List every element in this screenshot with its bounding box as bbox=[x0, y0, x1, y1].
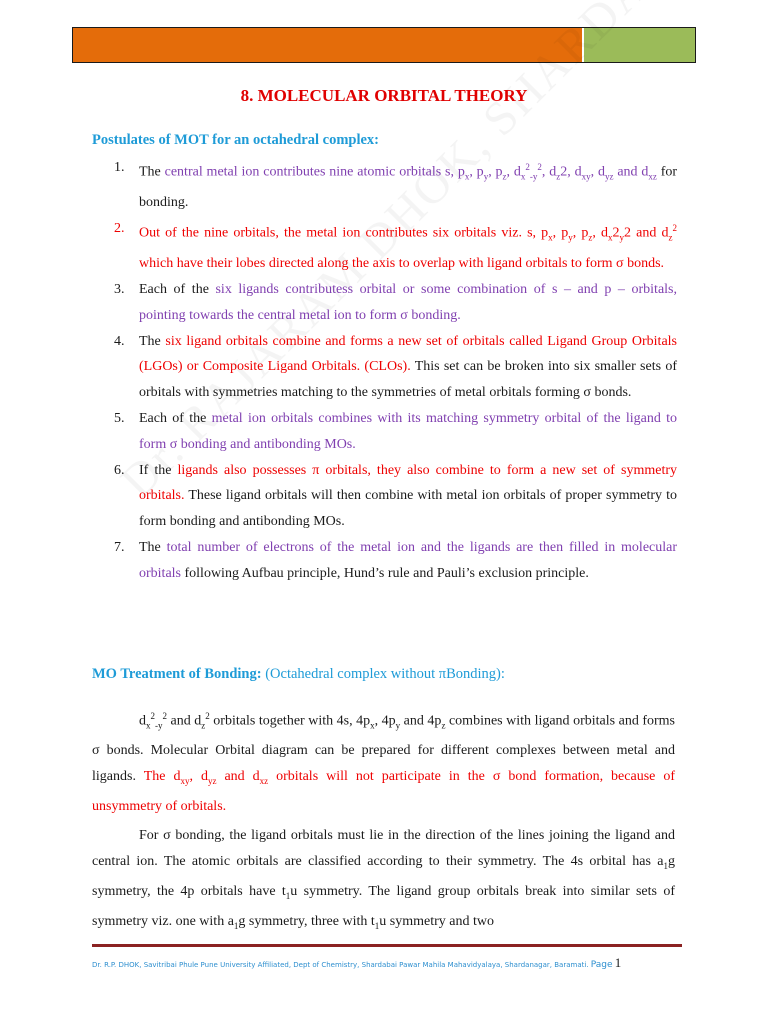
footer-page-number: 1 bbox=[614, 955, 622, 970]
text-run: yz bbox=[604, 171, 614, 182]
page-title: 8. MOLECULAR ORBITAL THEORY bbox=[240, 86, 528, 105]
text-run: for bonding. bbox=[139, 164, 678, 211]
postulate-number: 1. bbox=[114, 160, 125, 175]
text-run: , p bbox=[552, 225, 569, 241]
text-run: x bbox=[370, 720, 375, 731]
text-run: six ligand orbitals combine and forms a new set of orbitals called Ligand Group Orbitals (LGOs) or Composite Ligand Orbitals. (CLOs). bbox=[139, 333, 677, 375]
text-run: 2 bbox=[624, 225, 632, 241]
postulate-item bbox=[92, 277, 677, 329]
text-run: -y bbox=[529, 171, 538, 182]
postulates-list bbox=[92, 155, 677, 587]
text-run: 2 bbox=[162, 711, 167, 721]
text-run: 2 bbox=[205, 711, 210, 721]
text-run: 2 bbox=[672, 223, 677, 234]
text-run: 1 bbox=[663, 860, 668, 871]
text-run: , d bbox=[189, 769, 208, 785]
text-run: x bbox=[146, 720, 151, 731]
text-run: x bbox=[464, 171, 470, 182]
text-run: , d bbox=[506, 164, 521, 180]
text-run: central metal ion contributes nine atomic orbitals s, p bbox=[164, 164, 465, 180]
section-heading-mo-treatment bbox=[92, 666, 505, 683]
text-run: and d bbox=[167, 713, 202, 729]
text-run: y bbox=[483, 171, 489, 182]
postulate-item bbox=[92, 155, 677, 216]
text-run: The d bbox=[143, 769, 181, 785]
text-run: orbitals together with 4s, 4p bbox=[209, 713, 371, 729]
section-heading-mo-treatment-subtitle: (Octahedral complex without πBonding): bbox=[261, 666, 505, 682]
footer-page-label: Page bbox=[590, 960, 613, 970]
text-run: These ligand orbitals will then combine with metal ion orbitals of proper symmetry to form bonding and antibonding MOs. bbox=[139, 488, 677, 530]
text-run: z bbox=[588, 232, 593, 243]
text-run: u symmetry. The ligand group orbitals break into similar sets of symmetry viz. one with a bbox=[92, 883, 675, 929]
postulate-item bbox=[92, 535, 677, 587]
text-run: , d bbox=[567, 164, 582, 180]
text-run: z bbox=[668, 232, 673, 243]
text-run: z bbox=[201, 720, 206, 731]
text-run: Each of the bbox=[139, 282, 216, 298]
text-run: d bbox=[139, 713, 146, 729]
text-run: 2 bbox=[525, 162, 530, 172]
text-run: -y bbox=[155, 720, 163, 731]
text-run: metal ion orbitals combines with its matching symmetry orbital of the ligand to form σ bonding and antibonding MOs. bbox=[139, 411, 677, 452]
text-run: , d bbox=[590, 164, 605, 180]
text-run: and 4p bbox=[400, 713, 442, 729]
text-run: , d bbox=[592, 225, 609, 241]
text-run: and d bbox=[613, 164, 649, 180]
text-run: 2 bbox=[560, 164, 568, 180]
text-run: Out of the nine orbitals, the metal ion contributes six orbitals viz. s, p bbox=[139, 225, 549, 241]
text-run: u symmetry and two bbox=[379, 913, 494, 929]
postulate-number: 4. bbox=[114, 333, 125, 349]
text-run: 1 bbox=[285, 890, 291, 901]
text-run: xy bbox=[180, 776, 190, 787]
postulate-number: 3. bbox=[114, 282, 125, 298]
text-run: , p bbox=[469, 164, 484, 180]
footer-divider bbox=[92, 944, 682, 947]
text-run: g symmetry, the 4p orbitals have t bbox=[92, 854, 675, 899]
text-run: y bbox=[395, 720, 401, 731]
text-run: If the bbox=[139, 462, 178, 478]
text-run: 2 bbox=[612, 225, 620, 241]
text-run: x bbox=[608, 232, 613, 243]
text-run: xz bbox=[648, 171, 657, 182]
section-heading-postulates: Postulates of MOT for an octahedral complex: bbox=[92, 132, 380, 148]
text-run: 1 bbox=[374, 920, 380, 931]
postulate-number: 6. bbox=[114, 462, 125, 478]
text-run: g symmetry, three with t bbox=[238, 913, 375, 929]
text-run: The bbox=[139, 540, 167, 556]
text-run: 1 bbox=[233, 920, 239, 931]
text-run: x bbox=[548, 232, 553, 243]
text-run: For σ bonding, the ligand orbitals must lie in the direction of the lines joining the ligand and central ion. The atomic orbitals are classified according to their symmetry. The 4s orbital has a bbox=[92, 828, 675, 869]
text-run: y bbox=[619, 232, 625, 243]
text-run: The bbox=[139, 333, 166, 349]
text-run: total number of electrons of the metal ion and the ligands are then filled in molecular orbitals bbox=[139, 540, 678, 581]
postulate-item bbox=[92, 458, 677, 535]
text-run: orbitals will not participate in the σ bond formation, because of unsymmetry of orbitals. bbox=[92, 769, 676, 815]
text-run: , 4p bbox=[374, 713, 396, 729]
text-run: and d bbox=[631, 225, 669, 241]
text-run: This set can be broken into six smaller sets of orbitals with symmetries matching to the symmetries of metal orbitals forming σ bonds. bbox=[139, 359, 677, 401]
text-run: , d bbox=[541, 164, 557, 180]
postulate-number: 7. bbox=[114, 540, 125, 556]
text-run: x bbox=[520, 171, 526, 182]
text-run: 2 bbox=[537, 162, 542, 172]
text-run: The bbox=[139, 164, 165, 180]
text-run: following Aufbau principle, Hund’s rule and Pauli’s exclusion principle. bbox=[181, 565, 589, 581]
footer bbox=[92, 955, 621, 971]
text-run: y bbox=[568, 232, 573, 243]
text-run: ligands also possesses π orbitals, they also combine to form a new set of symmetry orbitals. bbox=[139, 462, 677, 504]
text-run: z bbox=[556, 171, 561, 182]
section-heading-mo-treatment-title: MO Treatment of Bonding: bbox=[92, 666, 262, 682]
text-run: combines with ligand orbitals and forms σ bonds. Molecular Orbital diagram can be prepared for different complexes between metal and ligands. bbox=[92, 713, 676, 785]
text-run: xy bbox=[581, 171, 591, 182]
postulate-item bbox=[92, 406, 677, 458]
text-run: 2 bbox=[150, 711, 155, 721]
postulate-number: 5. bbox=[114, 411, 125, 427]
postulate-number: 2. bbox=[114, 221, 125, 237]
postulate-item bbox=[92, 329, 677, 406]
header-bar-orange bbox=[73, 28, 584, 62]
text-run: , p bbox=[488, 164, 503, 180]
text-run: and d bbox=[216, 769, 260, 785]
text-run: , p bbox=[572, 225, 589, 241]
text-run: which have their lobes directed along the axis to overlap with ligand orbitals to form σ bonds. bbox=[139, 256, 665, 272]
text-run: yz bbox=[207, 776, 217, 787]
postulate-item bbox=[92, 216, 677, 277]
paragraph-mo-treatment bbox=[92, 703, 675, 820]
footer-text: Dr. R.P. DHOK, Savitribai Phule Pune University Affiliated, Dept of Chemistry, Shardabai Pawar Mahila Mahavidyalaya, Shardanagar, Baramati. bbox=[92, 961, 591, 969]
text-run: Each of the bbox=[139, 411, 212, 427]
text-run: xz bbox=[259, 776, 269, 787]
text-run: z bbox=[502, 171, 507, 182]
text-run: six ligands contributess orbital or some combination of s – and p – orbitals, pointing towards the central metal ion to form σ bonding. bbox=[139, 282, 677, 323]
text-run: z bbox=[441, 720, 446, 731]
paragraph-sigma-bonding bbox=[92, 823, 675, 938]
